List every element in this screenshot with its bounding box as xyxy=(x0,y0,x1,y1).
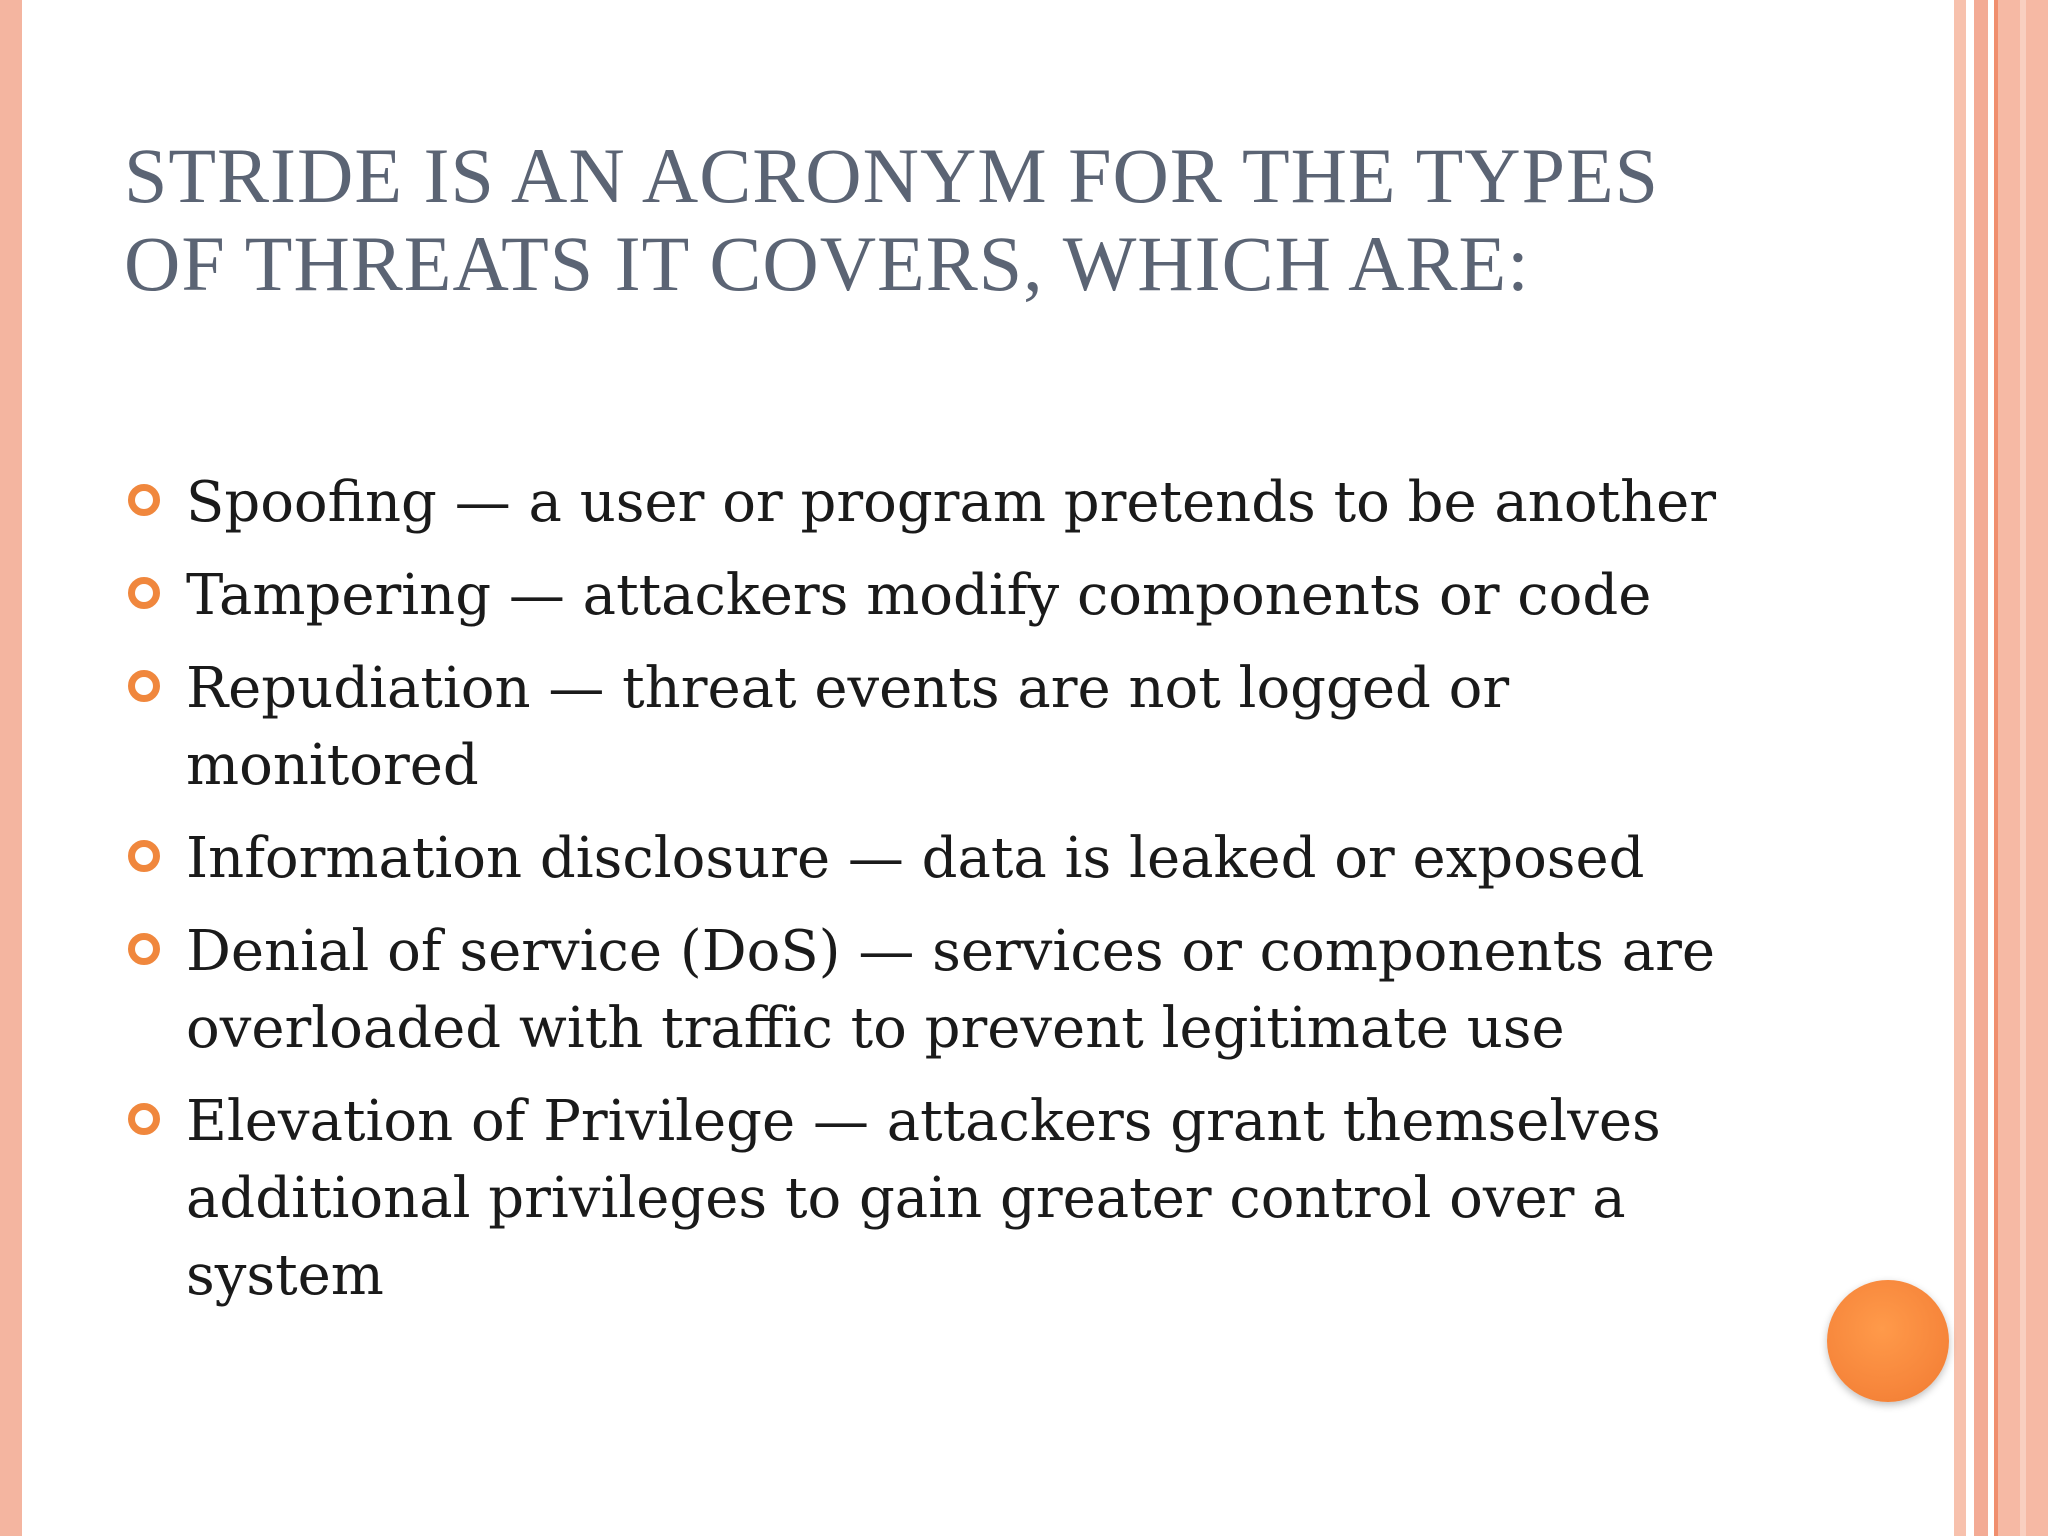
right-border-stripe xyxy=(1974,0,1988,1536)
bullet-icon xyxy=(128,933,160,965)
right-border-stripe xyxy=(2020,0,2026,1536)
bullet-text: Tampering — attackers modify components or code xyxy=(186,563,1652,628)
bullet-item xyxy=(128,650,1768,804)
bullet-item xyxy=(128,464,1768,541)
bullet-icon xyxy=(128,840,160,872)
slide-title: STRIDE IS AN ACRONYM FOR THE TYPES OF THREATS IT COVERS, WHICH ARE: xyxy=(124,132,1660,307)
orange-circle-decoration xyxy=(1827,1280,1949,1402)
right-border-stripe xyxy=(1954,0,1966,1536)
bullet-icon xyxy=(128,670,160,702)
bullet-item xyxy=(128,557,1768,634)
bullet-text: Spoofing — a user or program pretends to be another xyxy=(186,470,1717,535)
bullet-item xyxy=(128,913,1768,1067)
bullet-item xyxy=(128,1083,1768,1314)
bullet-text: Denial of service (DoS) — services or components are overloaded with traffic to prevent legitimate use xyxy=(186,919,1716,1061)
bullet-list xyxy=(128,464,1768,1330)
bullet-text: Information disclosure — data is leaked or exposed xyxy=(186,826,1645,891)
left-border-stripe xyxy=(0,0,22,1536)
bullet-text: Repudiation — threat events are not logged or monitored xyxy=(186,656,1510,798)
bullet-icon xyxy=(128,577,160,609)
bullet-text: Elevation of Privilege — attackers grant themselves additional privileges to gain greater control over a system xyxy=(186,1089,1661,1308)
bullet-item xyxy=(128,820,1768,897)
right-border-stripe xyxy=(1994,0,1998,1536)
bullet-icon xyxy=(128,484,160,516)
bullet-icon xyxy=(128,1103,160,1135)
